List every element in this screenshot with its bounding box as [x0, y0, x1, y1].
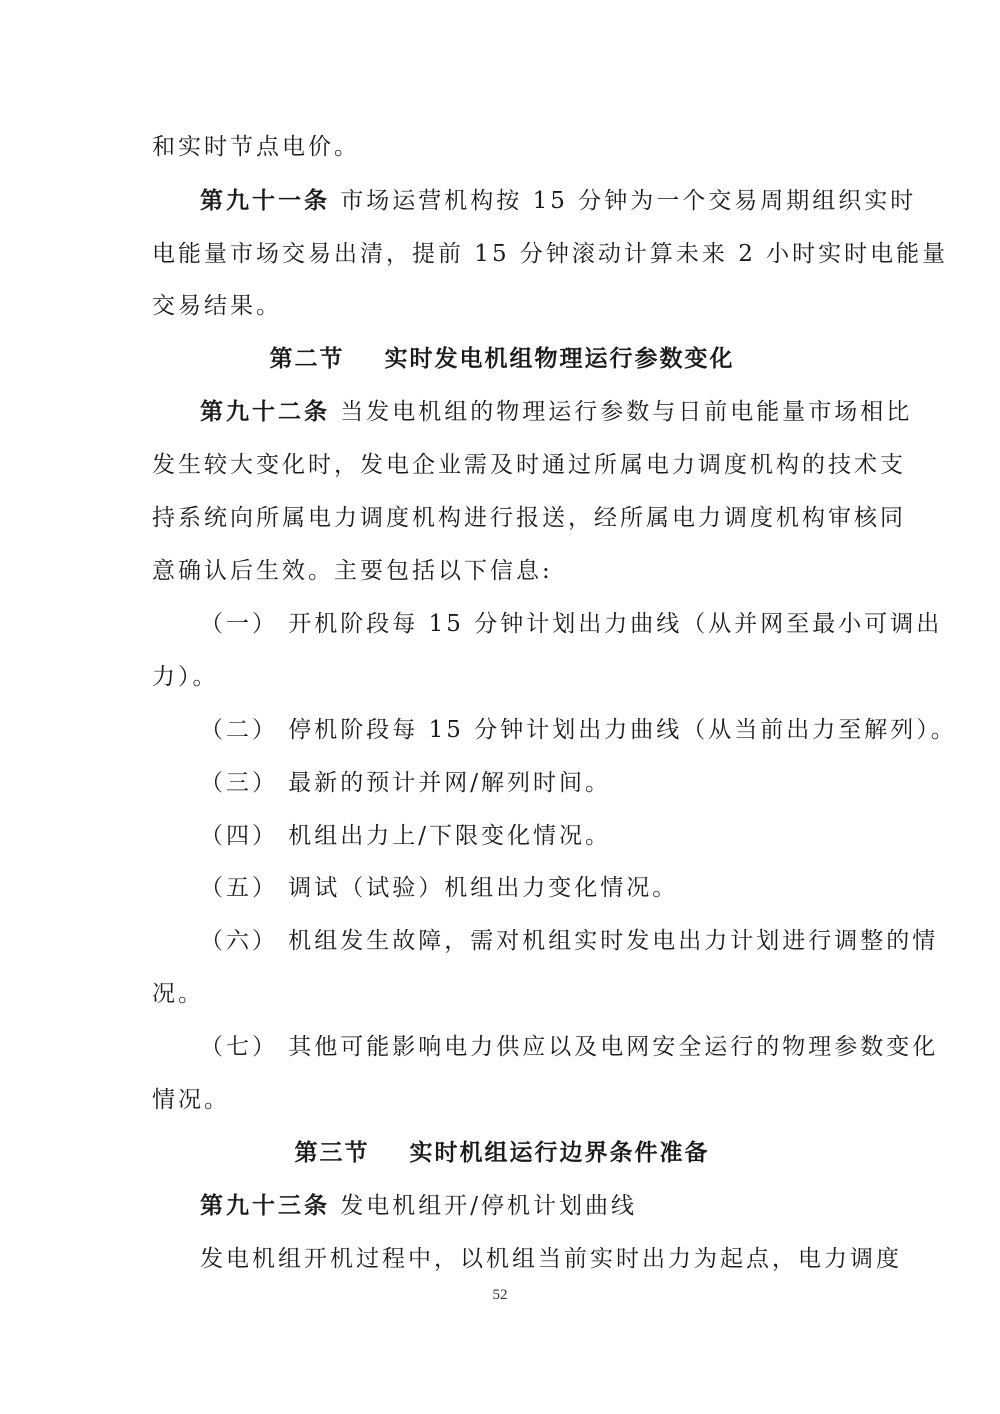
paragraph-line: 和实时节点电价。: [152, 134, 360, 160]
section-heading: 第二节 实时发电机组物理运行参数变化: [269, 345, 735, 372]
list-item: （三） 最新的预计并网/解列时间。: [200, 770, 612, 796]
paragraph-line: 交易结果。: [152, 293, 282, 319]
article-label: 第九十一条: [200, 187, 330, 214]
list-item: （四） 机组出力上/下限变化情况。: [200, 823, 612, 849]
list-item: （二） 停机阶段每 15 分钟计划出力曲线（从当前出力至解列）。: [200, 717, 957, 743]
article-93-line: [200, 1190, 852, 1222]
list-item: （六） 机组发生故障，需对机组实时发电出力计划进行调整的情: [200, 928, 939, 954]
paragraph-line: 发电机组开机过程中，以机组当前实时出力为起点，电力调度: [200, 1246, 902, 1272]
list-item-continued: 况。: [152, 981, 204, 1007]
list-item: （一） 开机阶段每 15 分钟计划出力曲线（从并网至最小可调出: [200, 611, 943, 637]
list-item: （五） 调试（试验）机组出力变化情况。: [200, 875, 679, 901]
paragraph-line: 持系统向所属电力调度机构进行报送，经所属电力调度机构审核同: [152, 505, 906, 531]
paragraph-line: 电能量市场交易出清，提前 15 分钟滚动计算未来 2 小时实时电能量: [152, 241, 949, 267]
article-label: 第九十三条: [200, 1192, 330, 1219]
article-text: 发电机组开/停机计划曲线: [330, 1193, 638, 1219]
article-text: 当发电机组的物理运行参数与日前电能量市场相比: [330, 399, 913, 425]
paragraph-line: 意确认后生效。主要包括以下信息:: [152, 558, 553, 584]
section-heading: 第三节 实时机组运行边界条件准备: [294, 1139, 710, 1166]
list-item-continued: 力）。: [152, 664, 219, 690]
list-item-continued: 情况。: [152, 1087, 230, 1113]
article-text: 市场运营机构按 15 分钟为一个交易周期组织实时: [330, 188, 917, 214]
article-92-line: [200, 396, 913, 428]
page-number: 52: [492, 1287, 508, 1303]
paragraph-line: 发生较大变化时，发电企业需及时通过所属电力调度机构的技术支: [152, 452, 906, 478]
article-label: 第九十二条: [200, 398, 330, 425]
list-item: （七） 其他可能影响电力供应以及电网安全运行的物理参数变化: [200, 1034, 939, 1060]
article-91-line: [200, 185, 917, 217]
